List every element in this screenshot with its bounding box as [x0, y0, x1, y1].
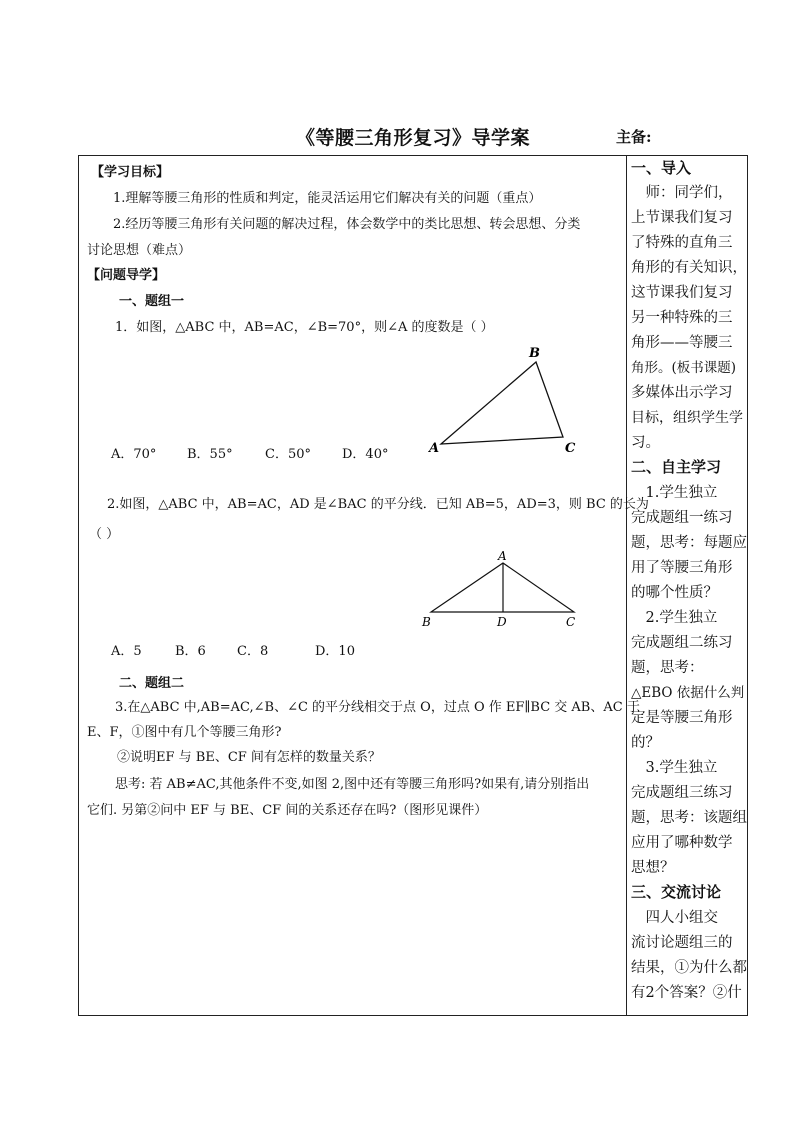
document-title: 《等腰三角形复习》导学案 — [296, 127, 531, 149]
guide-heading: 【问题导学】 — [87, 268, 166, 283]
q1-triangle-figure — [423, 346, 593, 461]
q2-option-a: A．5 — [111, 644, 142, 659]
question-1: 1．如图，△ABC 中，AB=AC，∠B=70°，则∠A 的度数是（ ） — [115, 320, 494, 335]
q2-label-c: C — [566, 615, 576, 629]
q1-option-d: D．40° — [342, 447, 389, 462]
q1-option-b: B．55° — [187, 447, 233, 462]
note-line: 目标，组织学生学 — [631, 410, 743, 426]
document-header — [0, 123, 794, 149]
note-line: 有2个答案？②什 — [631, 985, 742, 1001]
editor-label: 主备: — [616, 128, 652, 146]
q1-label-a: A — [429, 441, 440, 456]
section-intro-heading: 一、导入 — [631, 159, 692, 177]
q2-option-d: D．10 — [315, 644, 355, 659]
note-line: 结果，①为什么都 — [631, 960, 747, 976]
question-3-line-3: ②说明EF 与 BE、CF 间有怎样的数量关系？ — [117, 750, 381, 765]
note-line: 3.学生独立 — [631, 760, 718, 776]
question-3-line-2: E、F，①图中有几个等腰三角形? — [87, 725, 282, 740]
goal-1: 1.理解等腰三角形的性质和判定，能灵活运用它们解决有关的问题（重点） — [113, 191, 542, 206]
note-line: 多媒体出示学习 — [631, 385, 733, 401]
q2-label-a: A — [498, 549, 507, 563]
note-line: 上节课我们复习 — [631, 210, 733, 226]
note-line: 角形的有关知识， — [631, 260, 747, 276]
goal-2-line-2: 讨论思想（难点） — [87, 243, 192, 258]
q2-option-b: B．6 — [175, 644, 206, 659]
q1-option-a: A．70° — [111, 447, 157, 462]
note-line: 2.学生独立 — [631, 610, 718, 626]
q2-option-c: C．8 — [237, 644, 269, 659]
note-line: 用了等腰三角形 — [631, 560, 733, 576]
note-line: 四人小组交 — [631, 910, 718, 926]
question-3-think-line-2: 它们. 另第②问中 EF 与 BE、CF 间的关系还存在吗?（图形见课件） — [87, 803, 488, 818]
question-3-line-1: 3.在△ABC 中,AB=AC,∠B、∠C 的平分线相交于点 O，过点 O 作 EF∥BC 交 AB、AC 于 — [115, 700, 640, 715]
note-line: 了特殊的直角三 — [631, 235, 733, 251]
q2-label-b: B — [422, 615, 431, 629]
note-line: 这节课我们复习 — [631, 285, 733, 301]
note-line: 师：同学们， — [631, 185, 733, 201]
note-line: 角形——等腰三 — [631, 335, 733, 351]
note-line: 完成题组一练习 — [631, 510, 733, 526]
note-line: 应用了哪种数学 — [631, 835, 733, 851]
goal-2-line-1: 2.经历等腰三角形有关问题的解决过程，体会数学中的类比思想、转会思想、分类 — [113, 217, 581, 232]
note-line: 题，思考：该题组 — [631, 810, 747, 826]
q1-triangle-shape — [441, 362, 563, 444]
note-line: 角形。(板书课题) — [631, 360, 737, 376]
note-line: 题，思考：每题应 — [631, 535, 747, 551]
note-line: △EBO 依据什么判 — [631, 685, 745, 701]
note-line: 题，思考： — [631, 660, 704, 676]
goals-heading: 【学习目标】 — [91, 165, 170, 180]
q2-triangle-figure — [419, 548, 589, 633]
note-line: 另一种特殊的三 — [631, 310, 733, 326]
note-line: 思想？ — [631, 860, 675, 876]
note-line: 完成题组二练习 — [631, 635, 733, 651]
column-divider — [626, 156, 627, 1015]
group-1-heading: 一、题组一 — [119, 294, 185, 309]
question-2-line-2: （ ） — [89, 527, 120, 542]
q1-label-b: B — [529, 346, 540, 361]
lesson-table — [78, 155, 748, 1016]
group-2-heading: 二、题组二 — [119, 676, 185, 691]
note-line: 定是等腰三角形 — [631, 710, 733, 726]
section-discussion-heading: 三、交流讨论 — [631, 883, 722, 901]
note-line: 习。 — [631, 435, 660, 451]
note-line: 完成题组三练习 — [631, 785, 733, 801]
question-2-line-1: 2.如图，△ABC 中，AB=AC，AD 是∠BAC 的平分线．已知 AB=5，AD=3，则 BC 的长为 — [107, 497, 649, 512]
section-self-study-heading: 二、自主学习 — [631, 458, 722, 476]
question-3-think-line-1: 思考: 若 AB≠AC,其他条件不变,如图 2,图中还有等腰三角形吗?如果有,请分别指出 — [115, 777, 590, 792]
note-line: 的哪个性质？ — [631, 585, 718, 601]
q1-label-c: C — [565, 441, 576, 456]
q2-label-d: D — [497, 615, 507, 629]
note-line: 流讨论题组三的 — [631, 935, 733, 951]
note-line: 的？ — [631, 735, 660, 751]
q1-option-c: C．50° — [265, 447, 311, 462]
note-line: 1.学生独立 — [631, 485, 718, 501]
